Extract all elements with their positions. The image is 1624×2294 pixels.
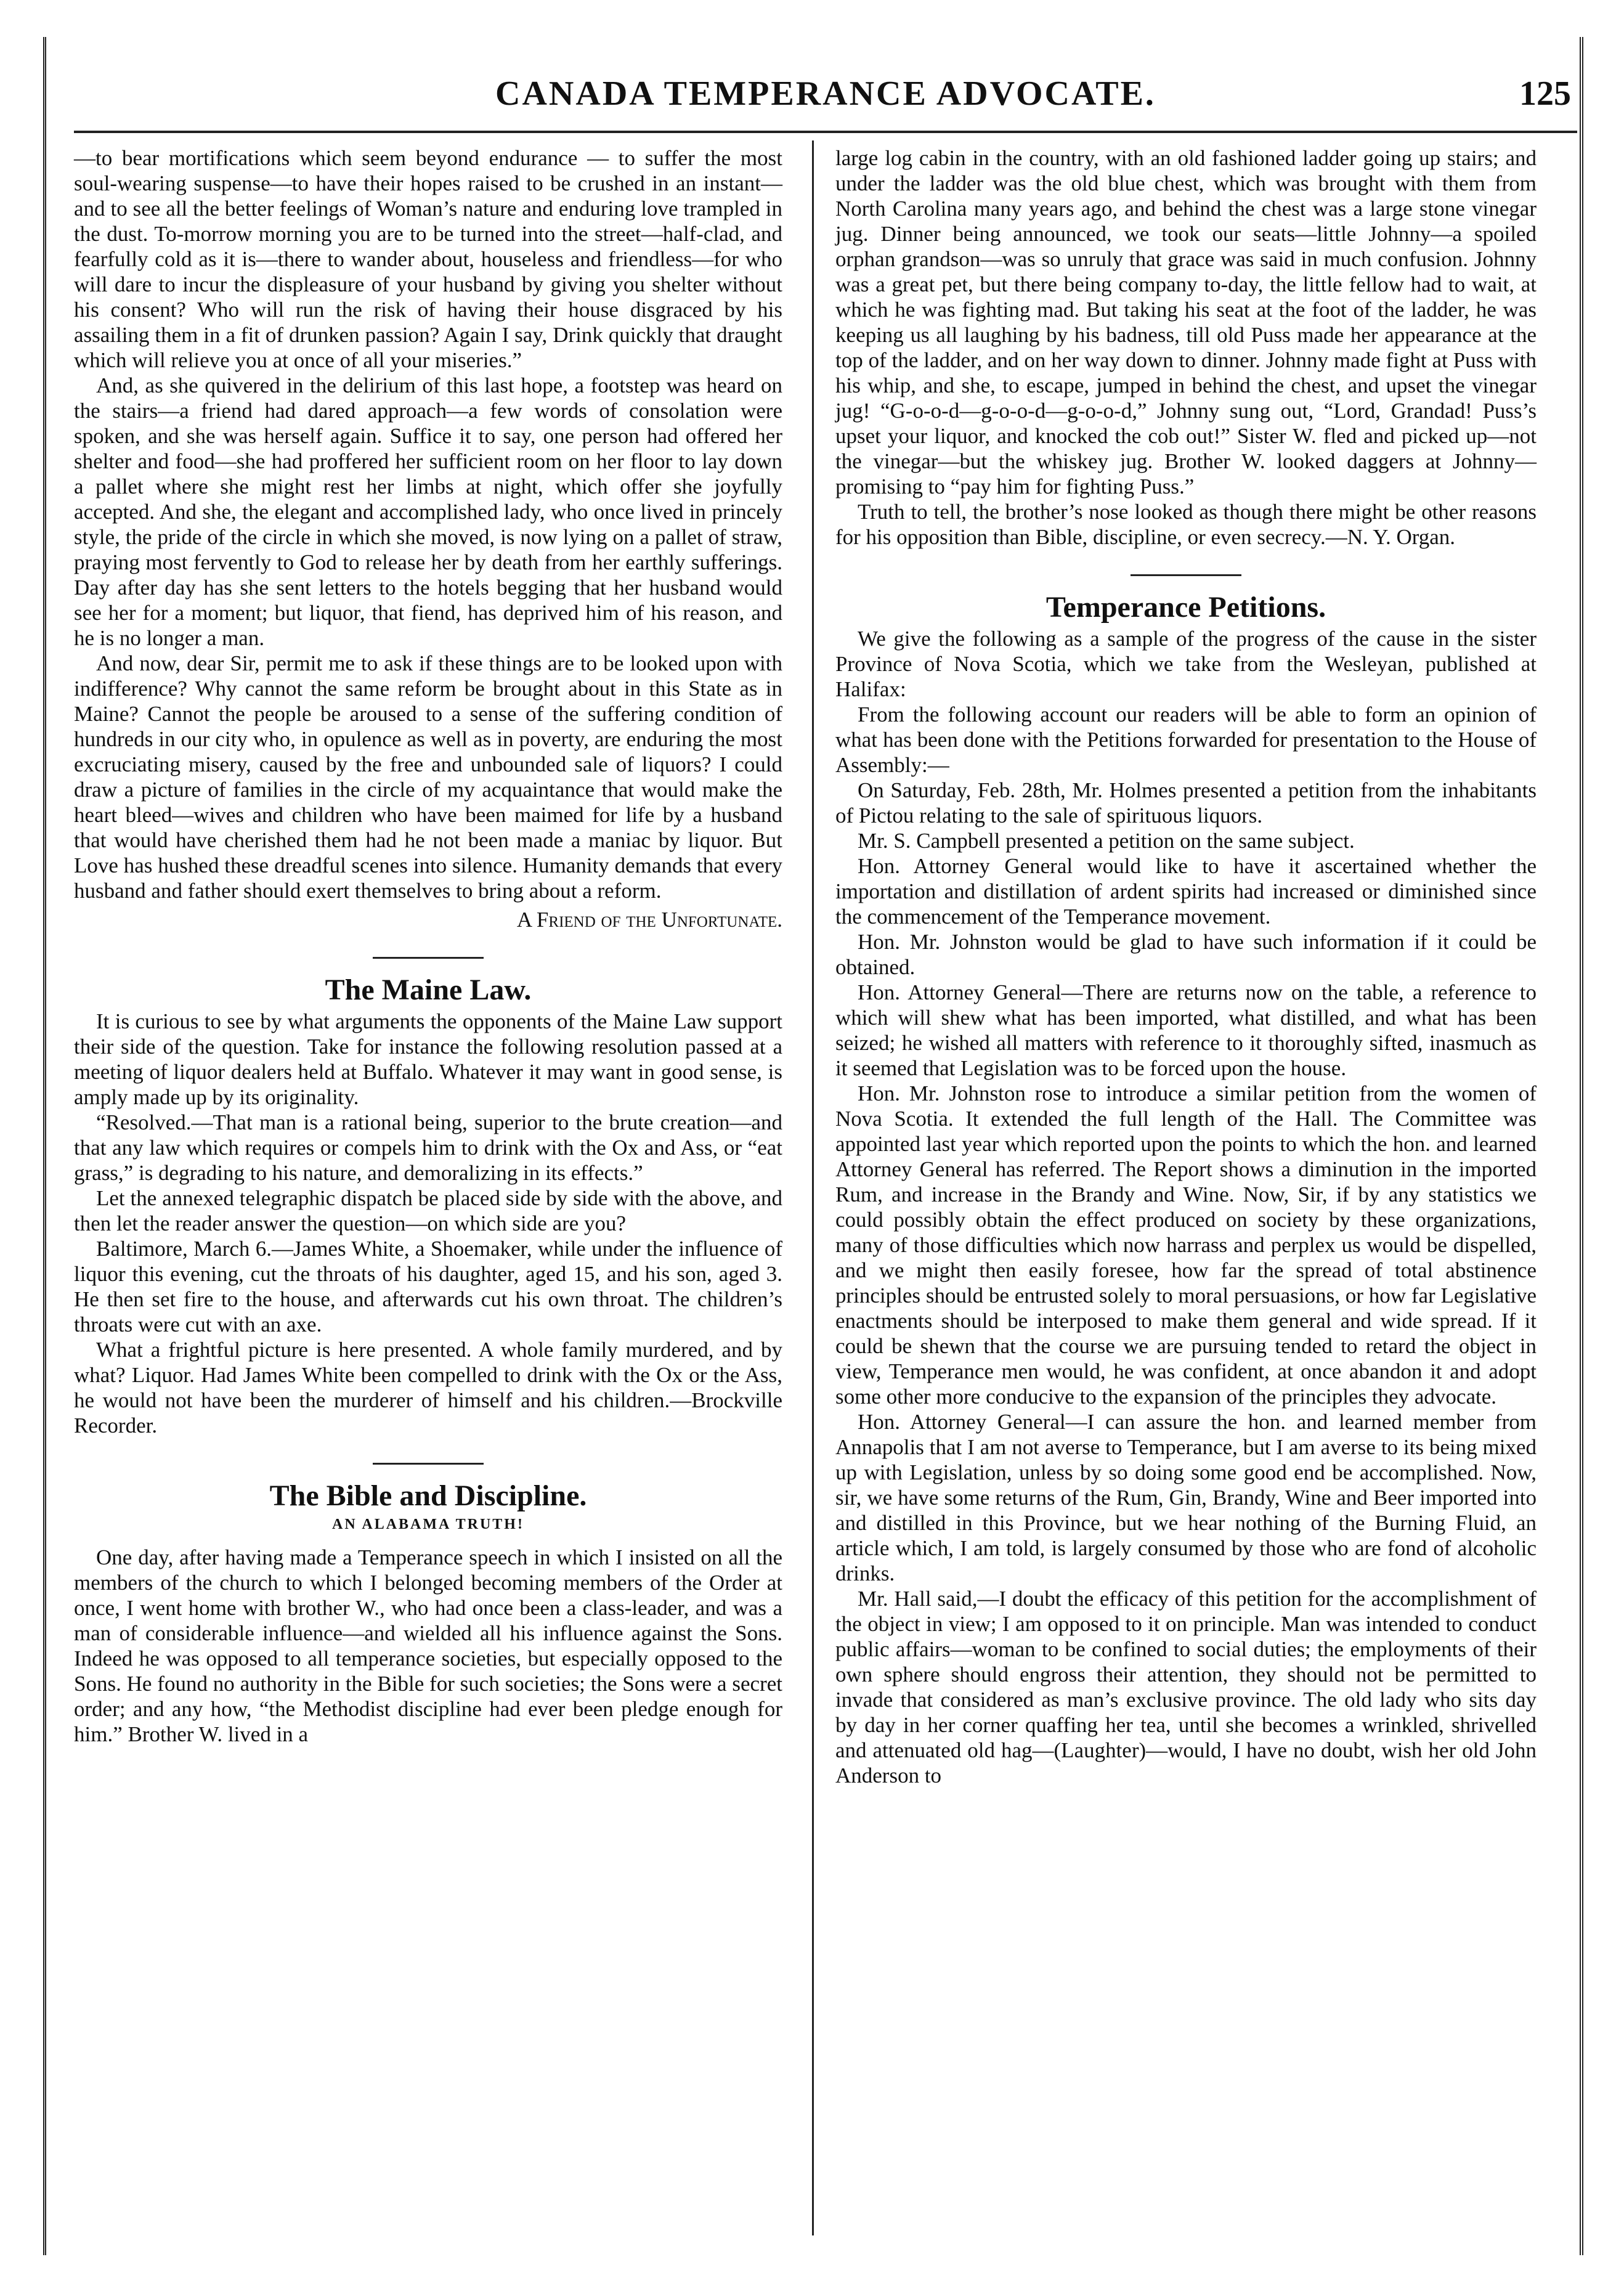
article-paragraph: Mr. S. Campbell presented a petition on the same subject. [858,829,1355,853]
section-divider [373,957,484,959]
newspaper-title: CANADA TEMPERANCE ADVOCATE. [495,75,1156,113]
article-heading-petitions: Temperance Petitions. [1045,591,1326,624]
article-paragraph: Hon. Mr. Johnston rose to introduce a similar petition from the women of Nova Scotia. It extended the full length of the Hall. The Committee was appointed last year which reported upon the points to which the hon. and learned Attorney General has referred. The Report shows a diminution in the imported Rum, and increase in the Brandy and Wine. Now, Sir, if by any statistics we could possibly obtain the effect produced on society by these organizations, many of those difficulties which now harrass and perplex us would be dispelled, and we might then easily foresee, how far the spread of total abstinence principles should be entrusted solely to moral persuasions, or how far Legislative enactments should be interposed to make them general and wide spread. If it could be shewn that the course we are pursuing tended to retard the object in view, Temperance men would, he was confident, at once abandon it and adopt some other more conducive to the expansion of the principles they advocate. [835,1081,1537,1409]
article-paragraph: Hon. Attorney General—I can assure the hon. and learned member from Annapolis that I am not averse to Temperance, but I am averse to its being mixed up with Legislation, unless by so doing some good end be accomplished. Now, sir, we have some returns of the Rum, Gin, Brandy, Wine and Beer imported into and distilled in this Province, but we hear nothing of the Burning Fluid, an article which, I am told, is largely consumed by those who are fond of alcoholic drinks. [835,1410,1537,1585]
section-divider [373,1463,484,1465]
article-paragraph: Hon. Attorney General—There are returns now on the table, a reference to which will shew what has been imported, what distilled, and what has been seized; he wished all matters with reference to it thoroughly sifted, inasmuch as it seemed that Legislation was to be forced upon the house. [835,980,1537,1080]
letter-paragraph: —to bear mortifications which seem beyond endurance — to suffer the most soul-wearing suspense—to have their hopes raised to be crushed in an instant—and to see all the better feelings of Woman’s nature and enduring love trampled in the dust. To-morrow morning you are to be turned into the street—half-clad, and fearfully cold as it is—there to wander about, houseless and friendless—for who will dare to incur the displeasure of your husband by giving you shelter without his consent? Who will run the risk of having their house disgraced by his assailing them in a fit of drunken passion? Again I say, Drink quickly that draught which will relieve you at once of all your miseries.” [74,146,782,372]
article-paragraph: Let the annexed telegraphic dispatch be placed side by side with the above, and then let the reader answer the question—on which side are you? [74,1186,782,1235]
article-paragraph: From the following account our readers will be able to form an opinion of what has been done with the Petitions forwarded for presentation to the House of Assembly:— [835,702,1537,777]
page-header [74,74,1577,133]
article-paragraph: One day, after having made a Temperance speech in which I insisted on all the members of the church to which I belonged becoming members of the Order at once, I went home with brother W., who had once been a class-leader, and was a man of considerable influence—and wielded all his influence against the Sons. Indeed he was opposed to all temperance societies, but especially opposed to the Sons. He found no authority in the Bible for such societies; the Sons were a secret order; and any how, “the Methodist discipline had ever been pledge enough for him.” Brother W. lived in a [74,1545,782,1746]
article-paragraph: “Resolved.—That man is a rational being, superior to the brute creation—and that any law which requires or compels him to drink with the Ox and Ass, or “eat grass,” is degrading to his nature, and demoralizing in its effects.” [74,1110,782,1185]
article-paragraph: Hon. Mr. Johnston would be glad to have such information if it could be obtained. [835,930,1537,979]
letter-paragraph: And now, dear Sir, permit me to ask if these things are to be looked upon with indifference? Why cannot the same reform be brought about in this State as in Maine? Cannot the people be aroused to a sense of the suffering condition of hundreds in our city who, in opulence as well as in poverty, are enduring the most excruciating misery, caused by the free and unbounded sale of liquors? I could draw a picture of families in the circle of my acquaintance that would make the heart bleed—wives and children who have been maimed for life by a husband that would have cherished them had he not been made a maniac by liquor. But Love has hushed these dreadful scenes into silence. Humanity demands that every husband and father should exert themselves to bring about a reform. [74,651,782,903]
article-paragraph: Truth to tell, the brother’s nose looked as though there might be other reasons for his opposition than Bible, discipline, or even secrecy.—N. Y. Organ. [835,500,1537,549]
article-paragraph: On Saturday, Feb. 28th, Mr. Holmes presented a petition from the inhabitants of Pictou relating to the sale of spirituous liquors. [835,778,1537,828]
letter-signature: A Friend of the Unfortunate. [516,908,782,932]
article-paragraph: large log cabin in the country, with an old fashioned ladder going up stairs; and under the ladder was the old blue chest, which was brought with them from North Carolina many years ago, and behind the chest was a large stone vinegar jug. Dinner being announced, we took our seats—little Johnny—a spoiled orphan grandson—was so unruly that grace was said in much confusion. Johnny was a great pet, but there being company to-day, the little fellow had to wait, at which he was fighting mad. But taking his seat at the foot of the ladder, he was keeping us all laughing by his badness, till old Puss made her appearance at the top of the ladder, and on her way down to dinner. Johnny made fight at Puss with his whip, and she, to escape, jumped in behind the chest, and upset the vinegar jug! “G-o-o-d—g-o-o-d—g-o-o-d,” Johnny sung out, “Lord, Grandad! Puss’s upset your liquor, and knocked the cob out!” Sister W. fled and picked up—not the vinegar—but the whiskey jug. Brother W. looked daggers at Johnny—promising to “pay him for fighting Puss.” [835,146,1537,498]
article-paragraph: We give the following as a sample of the progress of the cause in the sister Province of Nova Scotia, which we take from the Wesleyan, published at Halifax: [835,627,1537,701]
article-paragraph: It is curious to see by what arguments the opponents of the Maine Law support their side of the question. Take for instance the following resolution passed at a meeting of liquor dealers held at Buffalo. Whatever it may want in good sense, is amply made up by its originality. [74,1009,782,1109]
page-number: 125 [1519,75,1571,113]
article-heading-bible: The Bible and Discipline. [269,1479,587,1512]
section-divider [1131,574,1241,576]
article-paragraph: Baltimore, March 6.—James White, a Shoemaker, while under the influence of liquor this evening, cut the throats of his daughter, aged 15, and his son, aged 3. He then set fire to the house, and afterwards cut his own throat. The children’s throats were cut with an axe. [74,1237,782,1336]
left-column [74,145,782,2240]
article-paragraph: What a frightful picture is here presented. A whole family murdered, and by what? Liquor. Had James White been compelled to drink with the Ox or the Ass, he would not have been the murderer of himself and his children.—Brockville Recorder. [74,1338,782,1438]
article-paragraph: Hon. Attorney General would like to have it ascertained whether the importation and distillation of ardent spirits had increased or diminished since the commencement of the Temperance movement. [835,854,1537,929]
header-rule [74,131,1577,133]
letter-paragraph: And, as she quivered in the delirium of this last hope, a footstep was heard on the stairs—a friend had dared approach—a few words of consolation were spoken, and she was herself again. Suffice it to say, one person had offered her shelter and food—she had proffered her sufficient room on her floor to lay down a pallet where she might rest her limbs at night, which offer she joyfully accepted. And she, the elegant and accomplished lady, who once lived in princely style, the pride of the circle in which she moved, is now lying on a pallet of straw, praying most fervently to God to release her by death from her earthly sufferings. Day after day has she sent letters to the hotels begging that her husband would see her for a moment; but liquor, that fiend, has deprived him of his reason, and he is no longer a man. [74,373,782,650]
right-column [832,145,1540,2240]
column-divider [812,140,814,2235]
article-subheading: AN ALABAMA TRUTH! [332,1516,524,1532]
article-heading-maine-law: The Maine Law. [325,974,532,1006]
article-paragraph: Mr. Hall said,—I doubt the efficacy of this petition for the accomplishment of the object in view; I am opposed to it on principle. Man was intended to conduct public affairs—woman to be confined to social duties; the employments of their own sphere should engross their attention, they should not be permitted to invade that considered as man’s exclusive province. The old lady who sits day by day in her corner quaffing her tea, until she becomes a wrinkled, shrivelled and attenuated old hag—(Laughter)—would, I have no doubt, wish her old John Anderson to [835,1587,1537,1788]
